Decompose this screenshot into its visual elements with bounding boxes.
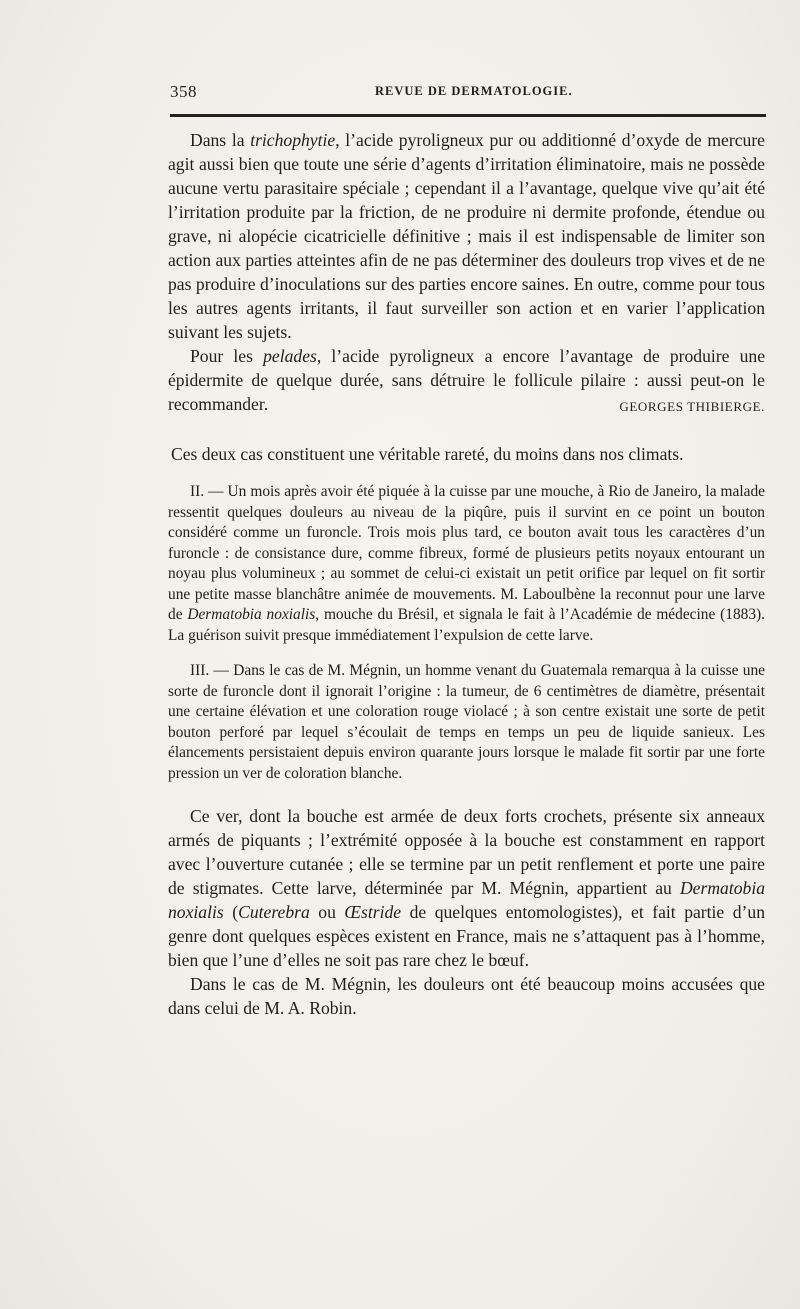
text-run: ( [223,902,239,922]
italic-term: pelades [263,346,317,366]
page-number: 358 [170,82,197,101]
text-run: Pour les [190,346,264,366]
paragraph-ver [168,804,765,972]
page-header [170,82,765,104]
text-run: de quelques entomologistes), et fait partie d’un genre dont quelques espèces existent en France, mais ne s’attaquent pas à l’homme, bien que l’une d’elles ne soit pas rare chez le bœuf. [168,902,765,970]
paragraph-rarete: Ces deux cas constituent une véritable rareté, du moins dans nos climats. [171,444,684,464]
italic-term: Dermatobia noxialis [187,606,316,623]
text-run: ou [309,902,345,922]
body-text [168,128,765,1020]
italic-term: Œstride [344,902,402,922]
case-iii: III. — Dans le cas de M. Mégnin, un homme venant du Guatemala remarqua à la cuisse une sorte de furoncle dont il ignorait l’origine : la tumeur, de 6 centimètres de diamètre, présentait une certaine élévation et une coloration rouge violacé ; à son centre existait une sorte de petit bouton perforé par lequel s’écoulait de temps en temps un peu de liquide sanieux. Les élancements persistaient depuis environ quarante jours lorsque le malade fit sortir par une forte pression un ver de coloration blanche. [168,662,765,782]
text-run: Ce ver, dont la bouche est armée de deux forts crochets, présente six anneaux armés de piquants ; l’extrémité opposée à la bouche est constamment en rapport avec l’ouverture cutanée ; elle se termine par un petit renflement et porte une paire de stigmates. Cette larve, déterminée par M. Mégnin, appartient au [168,806,765,898]
text-run: , l’acide pyroligneux pur ou additionné d’oxyde de mercure agit aussi bien que toute une série d’agents d’irritation éliminatoire, mais ne possède aucune vertu parasitaire spéciale ; cependant il a l’avantage, quelque vive qu’ait été l’irritation produite par la friction, de ne produire ni dermite profonde, étendue ou grave, ni alopécie cicatricielle définitive ; mais il est indispensable de limiter son action aux parties atteintes afin de ne pas déterminer des douleurs trop vives et de ne pas produire d’inoculations sur des parties encore saines. En outre, comme pour tous les autres agents irritants, il faut surveiller son action et en varier l’application suivant les sujets. [168,130,765,342]
paragraph-pelades [168,344,765,416]
text-run: Dans la [190,130,251,150]
paragraph-trichophytie [168,128,765,344]
italic-term: trichophytie [250,130,336,150]
author-signature: GEORGES THIBIERGE. [619,399,765,414]
italic-term: Dermatobia noxialis [168,878,765,922]
text-run: II. — Un mois après avoir été piquée à la cuisse par une mouche, à Rio de Janeiro, la malade ressentit quelques douleurs au niveau de la piqûre, puis il survint en ce point un bouton considéré comme un furoncle. Trois mois plus tard, ce bouton avait tous les caractères d’un furoncle : de consistance dure, comme fibreux, formé de plusieurs petits noyaux entourant un noyau plus volumineux ; au sommet de celui-ci existait un petit orifice par lequel on fit sortir une petite masse blanchâtre animée de mouvements. M. Laboulbène la reconnut pour une larve de [168,483,765,623]
text-run: , l’acide pyroligneux a encore l’avantage de produire une épidermite de quelque durée, sans détruire le follicule pilaire : aussi peut-on le recommander. [168,346,765,414]
running-title: REVUE DE DERMATOLOGIE. [375,84,573,98]
case-ii [168,482,765,646]
paragraph-douleurs: Dans le cas de M. Mégnin, les douleurs ont été beaucoup moins accusées que dans celui de M. A. Robin. [168,974,765,1018]
italic-term: Cuterebra [238,902,310,922]
text-run: , mouche du Brésil, et signala le fait à l’Académie de médecine (1883). La guérison suivit presque immédiatement l’expulsion de cette larve. [168,606,766,644]
header-rule [170,114,766,117]
